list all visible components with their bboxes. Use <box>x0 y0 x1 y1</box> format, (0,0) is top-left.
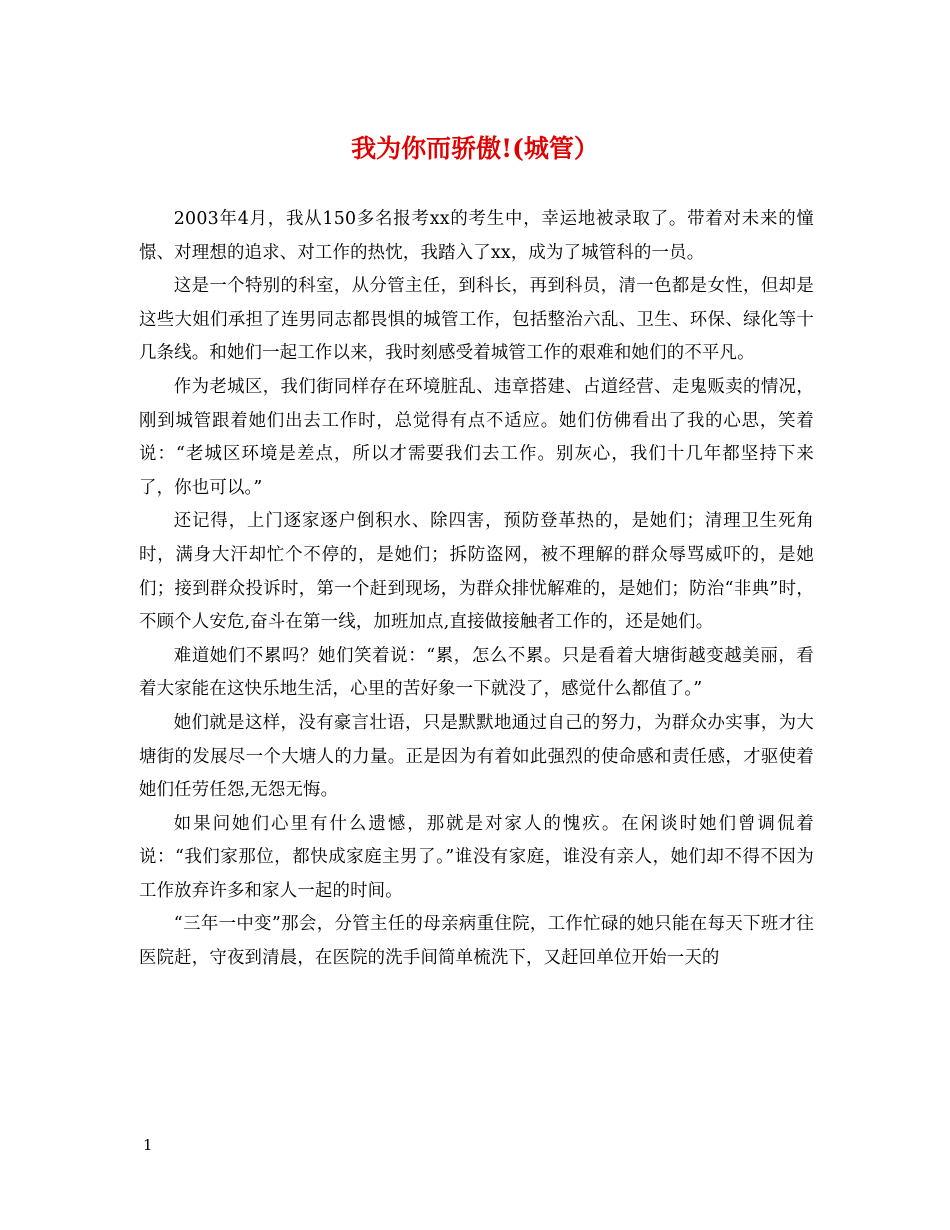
paragraph: 她们就是这样，没有豪言壮语，只是默默地通过自己的努力，为群众办实事，为大塘街的发展尽一个大塘人的力量。正是因为有着如此强烈的使命感和责任感，才驱使着她们任劳任怨,无怨无悔。 <box>139 712 814 801</box>
paragraph: 如果问她们心里有什么遗憾，那就是对家人的愧疚。在闲谈时她们曾调侃着说：“我们家那位，都快成家庭主男了。”谁没有家庭，谁没有亲人，她们却不得不因为工作放弃许多和家人一起的时间。 <box>139 813 814 901</box>
document-body <box>139 203 814 976</box>
paragraph: 这是一个特别的科室，从分管主任，到科长，再到科员，清一色都是女性，但却是这些大姐们承担了连男同志都畏惧的城管工作，包括整治六乱、卫生、环保、绿化等十几条线。和她们一起工作以来，我时刻感受着城管工作的艰难和她们的不平凡。 <box>139 276 814 364</box>
paragraph: 作为老城区，我们街同样存在环境脏乱、违章搭建、占道经营、走鬼贩卖的情况，刚到城管跟着她们出去工作时，总觉得有点不适应。她们仿佛看出了我的心思，笑着说：“老城区环境是差点，所以才需要我们去工作。别灰心，我们十几年都坚持下来了，你也可以。” <box>139 376 814 498</box>
paragraph: 难道她们不累吗？她们笑着说：“累，怎么不累。只是看着大塘街越变越美丽，看着大家能在这快乐地生活，心里的苦好象一下就没了，感觉什么都值了。” <box>139 645 814 700</box>
document-title: 我为你而骄傲!(城管） <box>351 134 599 163</box>
paragraph: 2003年4月，我从150多名报考xx的考生中，幸运地被录取了。带着对未来的憧憬、对理想的追求、对工作的热忱，我踏入了xx，成为了城管科的一员。 <box>139 209 814 263</box>
paragraph: 还记得，上门逐家逐户倒积水、除四害，预防登革热的，是她们；清理卫生死角时，满身大汗却忙个不停的，是她们；拆防盗网，被不理解的群众辱骂威吓的，是她们；接到群众投诉时，第一个赶到现场，为群众排忧解难的，是她们；防治“非典”时，不顾个人安危,奋斗在第一线，加班加点,直接做接触者工作的，还是她们。 <box>139 511 814 633</box>
page-number: 1 <box>143 1136 153 1154</box>
paragraph: “三年一中变”那会，分管主任的母亲病重住院，工作忙碌的她只能在每天下班才往医院赶，守夜到清晨，在医院的洗手间简单梳洗下，又赶回单位开始一天的 <box>139 914 814 969</box>
